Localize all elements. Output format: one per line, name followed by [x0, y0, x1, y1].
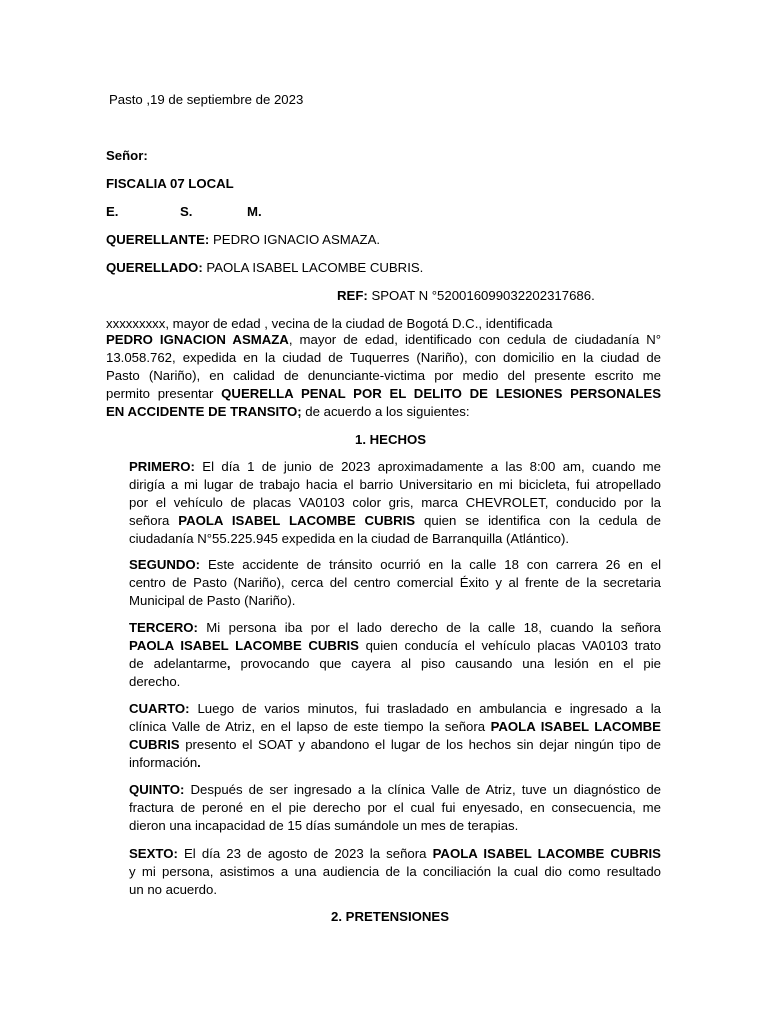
hecho-segundo: SEGUNDO: Este accidente de tránsito ocurrió en la calle 18 con carrera 26 en el centro de Pasto (Nariño), cerca del centro comercial Éxito y al frente de la secretaria Municipal de Pasto (Nariño). — [129, 557, 661, 608]
ref-label: REF: — [337, 288, 368, 303]
querellante-line — [106, 232, 380, 248]
hecho-primero: PRIMERO: El día 1 de junio de 2023 aproximadamente a las 8:00 am, cuando me dirigía a mi lugar de trabajo hacia el barrio Universitario en mi bicicleta, fui atropellado por el vehículo de placas VA0103 color gris, marca CHEVROLET, conducido por la señora PAOLA ISABEL LACOMBE CUBRIS quien se identifica con la cedula de ciudadanía N°55.225.945 expedida en la ciudad de Barranquilla (Atlántico). — [129, 459, 661, 546]
querellante-label: QUERELLANTE: — [106, 232, 210, 247]
intro-name: PEDRO IGNACION ASMAZA — [106, 332, 289, 347]
hecho-tercero: TERCERO: Mi persona iba por el lado derecho de la calle 18, cuando la señora PAOLA ISABEL LACOMBE CUBRIS quien conducía el vehículo placas VA0103 trato de adelantarme, provocando que cayera al piso causando una lesión en el pie derecho. — [129, 620, 661, 689]
section-pretensiones-heading: 2. PRETENSIONES — [331, 909, 449, 924]
querellado-value: PAOLA ISABEL LACOMBE CUBRIS. — [202, 260, 424, 275]
ref-line — [337, 288, 595, 304]
esm-m: M. — [247, 204, 262, 219]
ref-value: SPOAT N °520016099032202317686. — [367, 288, 595, 303]
esm-e: E. — [106, 204, 119, 219]
querellado-line — [106, 260, 423, 276]
querellado-label: QUERELLADO: — [106, 260, 203, 275]
hecho-cuarto: CUARTO: Luego de varios minutos, fui trasladado en ambulancia e ingresado a la clínica Valle de Atriz, en el lapso de este tiempo la señora PAOLA ISABEL LACOMBE CUBRIS presento el SOAT y abandono el lugar de los hechos sin dejar ningún tipo de información. — [129, 701, 661, 770]
section-hechos-heading: 1. HECHOS — [355, 432, 427, 447]
intro-paragraph: PEDRO IGNACION ASMAZA, mayor de edad, identificado con cedula de ciudadanía N° 13.058.762, expedida en la ciudad de Tuquerres (Nariño), con domicilio en la ciudad de Pasto (Nariño), en calidad de denunciante-victima por medio del presente escrito me permito presentar QUERELLA PENAL POR EL DELITO DE LESIONES PERSONALES EN ACCIDENTE DE TRANSITO; de acuerdo a los siguientes: — [106, 332, 661, 419]
addressee: FISCALIA 07 LOCAL — [106, 176, 234, 191]
esm-s: S. — [180, 204, 193, 219]
salutation: Señor: — [106, 148, 148, 163]
letter-date: Pasto ,19 de septiembre de 2023 — [109, 92, 304, 107]
placeholder-line: xxxxxxxxx, mayor de edad , vecina de la ciudad de Bogotá D.C., identificada — [106, 316, 553, 331]
hecho-quinto: QUINTO: Después de ser ingresado a la clínica Valle de Atriz, tuve un diagnóstico de fractura de peroné en el pie derecho por el cual fui enyesado, en consecuencia, me dieron una incapacidad de 15 días sumándole un mes de terapias. — [129, 782, 661, 833]
hecho-sexto: SEXTO: El día 23 de agosto de 2023 la señora PAOLA ISABEL LACOMBE CUBRIS y mi persona, asistimos a una audiencia de la conciliación la cual dio como resultado un no acuerdo. — [129, 846, 661, 897]
querellante-value: PEDRO IGNACIO ASMAZA. — [209, 232, 381, 247]
